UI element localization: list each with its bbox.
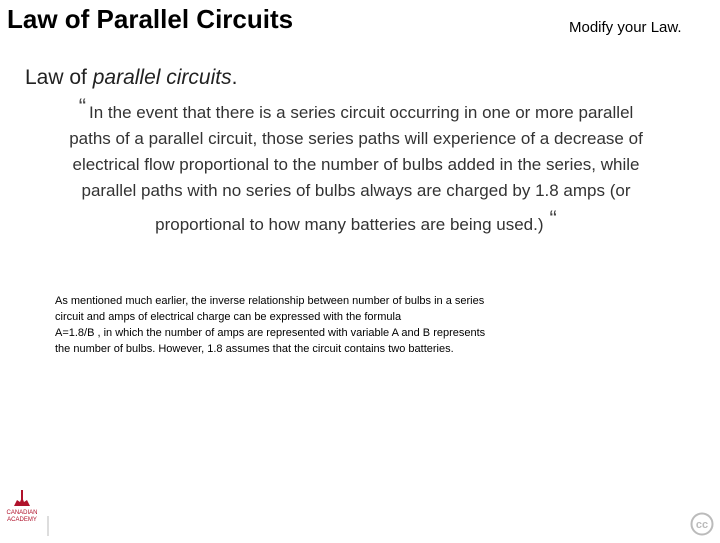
law-line-5-text: proportional to how many batteries are being used.) xyxy=(155,215,544,234)
note-line-1: As mentioned much earlier, the inverse relationship between number of bulbs in a series xyxy=(55,295,485,307)
law-heading xyxy=(25,66,237,90)
close-quote-mark: “ xyxy=(549,206,557,231)
logo-text-line1: CANADIAN xyxy=(6,510,38,516)
canadian-academy-logo-icon xyxy=(0,488,52,538)
note-line-4: the number of bulbs. However, 1.8 assumes that the circuit contains two batteries. xyxy=(55,343,454,355)
law-line-1-text: In the event that there is a series circuit occurring in one or more parallel xyxy=(89,103,634,122)
law-line-3: electrical flow proportional to the number of bulbs added in the series, while xyxy=(72,155,640,174)
modify-law-note: Modify your Law. xyxy=(569,19,682,36)
logo-text-line2: ACADEMY xyxy=(7,517,37,523)
law-line-4: parallel paths with no series of bulbs always are charged by 1.8 amps (or xyxy=(81,181,631,200)
canadian-academy-logo xyxy=(0,488,52,538)
formula-note xyxy=(55,293,570,357)
law-line-5 xyxy=(18,206,694,238)
page-title: Law of Parallel Circuits xyxy=(7,4,294,34)
law-line-1 xyxy=(18,94,694,126)
law-statement xyxy=(18,94,694,238)
note-line-3: A=1.8/B , in which the number of amps are represented with variable A and B represents xyxy=(55,327,486,339)
note-line-2: circuit and amps of electrical charge can be expressed with the formula xyxy=(55,311,402,323)
cc-license-text: cc xyxy=(695,519,709,531)
law-heading-suffix: . xyxy=(231,66,238,89)
law-heading-italic: parallel circuits xyxy=(92,66,232,89)
open-quote-mark: “ xyxy=(78,94,87,119)
law-heading-prefix: Law of xyxy=(25,66,93,89)
cc-license-icon xyxy=(690,512,714,536)
law-line-2: paths of a parallel circuit, those series paths will experience of a decrease of xyxy=(69,129,643,148)
